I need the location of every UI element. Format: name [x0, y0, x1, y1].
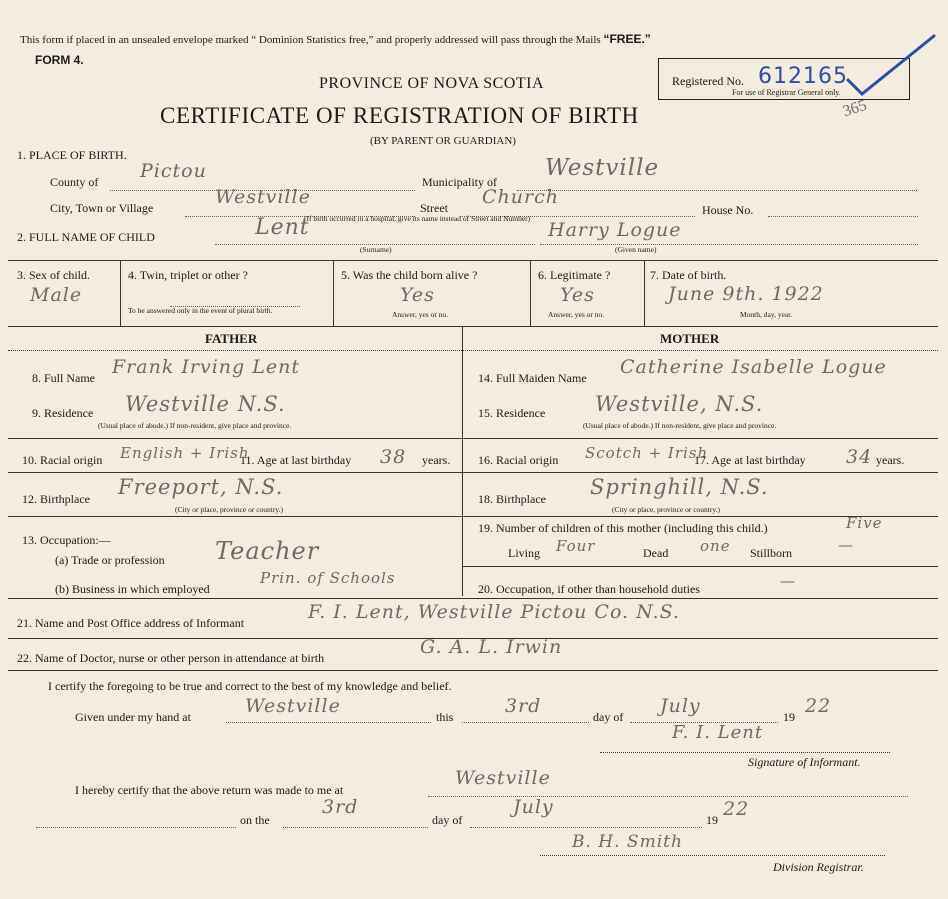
father-racial-value: English + Irish	[120, 444, 250, 462]
mother-racial-label: 16. Racial origin	[478, 453, 559, 467]
mother-birthplace-note: (City or place, province or country.)	[612, 505, 721, 514]
mother-birthplace-value: Springhill, N.S.	[590, 475, 769, 499]
certify-text: I certify the foregoing to be true and correct to the best of my knowledge and belief.	[48, 679, 452, 693]
mother-residence-label: 15. Residence	[478, 406, 546, 420]
given-year-prefix: 19	[783, 710, 795, 724]
father-birthplace-label: 12. Birthplace	[22, 492, 90, 506]
mother-name-value: Catherine Isabelle Logue	[620, 356, 887, 378]
street-value: Church	[482, 186, 559, 208]
father-racial-label: 10. Racial origin	[22, 453, 103, 467]
legitimate-value: Yes	[560, 284, 595, 306]
dob-value: June 9th. 1922	[668, 283, 824, 305]
city-label: City, Town or Village	[50, 201, 154, 215]
registered-number: 612165	[758, 64, 848, 89]
sex-label: 3. Sex of child.	[17, 268, 90, 282]
father-abode-note: (Usual place of abode.) If non-resident, give place and province.	[98, 421, 292, 430]
given-place-value: Westville	[245, 695, 341, 717]
day-of-label-2: day of	[432, 813, 463, 827]
registrar-use-note: For use of Registrar General only.	[732, 88, 841, 97]
this-label: this	[436, 710, 454, 724]
living-label: Living	[508, 546, 540, 560]
father-birthplace-value: Freeport, N.S.	[118, 475, 284, 499]
mother-residence-value: Westville, N.S.	[595, 392, 764, 416]
division-registrar-label: Division Registrar.	[773, 860, 864, 874]
on-the-label: on the	[240, 813, 270, 827]
given-year-value: 22	[805, 695, 832, 717]
father-name-label: 8. Full Name	[32, 371, 95, 385]
municipality-label: Municipality of	[422, 175, 497, 189]
mother-age-label: 17. Age at last birthday	[694, 453, 806, 467]
given-under-label: Given under my hand at	[75, 710, 191, 724]
trade-label: (a) Trade or profession	[55, 553, 165, 567]
children-count-label: 19. Number of children of this mother (including this child.)	[478, 521, 768, 535]
father-age-value: 38	[380, 446, 407, 468]
mother-racial-value: Scotch + Irish	[585, 444, 709, 462]
informant-signature: F. I. Lent	[672, 722, 764, 743]
informant-label: 21. Name and Post Office address of Informant	[17, 616, 245, 630]
born-alive-note: Answer, yes or no.	[392, 310, 449, 319]
given-day-value: 3rd	[505, 695, 542, 717]
dob-label: 7. Date of birth.	[650, 268, 727, 282]
registrar-year-prefix: 19	[706, 813, 718, 827]
mother-heading: MOTHER	[660, 331, 720, 346]
father-heading: FATHER	[205, 331, 258, 346]
born-alive-label: 5. Was the child born alive ?	[341, 268, 478, 282]
informant-value: F. I. Lent, Westville Pictou Co. N.S.	[308, 601, 680, 623]
twin-note: To be answered only in the event of plural birth.	[128, 306, 273, 315]
mother-occupation-value: —	[780, 572, 796, 590]
place-of-birth-label: 1. PLACE OF BIRTH.	[17, 148, 127, 162]
registrar-signature: B. H. Smith	[572, 832, 683, 852]
dob-note: Month, day, year.	[740, 310, 793, 319]
mother-birthplace-label: 18. Birthplace	[478, 492, 546, 506]
registrar-day-value: 3rd	[322, 796, 359, 818]
born-alive-value: Yes	[400, 284, 435, 306]
surname-caption: (Surname)	[360, 245, 392, 254]
form-number: FORM 4.	[35, 53, 84, 67]
given-month-value: July	[660, 695, 701, 717]
occupation-label: 13. Occupation:—	[22, 533, 111, 547]
doctor-label: 22. Name of Doctor, nurse or other person in attendance at birth	[17, 651, 325, 665]
father-residence-value: Westville N.S.	[125, 392, 286, 416]
given-name-value: Harry Logue	[548, 219, 682, 241]
free-label: “FREE.”	[603, 32, 651, 46]
margin-number: 365	[840, 96, 869, 121]
page-subtitle: (BY PARENT OR GUARDIAN)	[370, 135, 516, 147]
county-value: Pictou	[140, 160, 207, 182]
street-label: Street	[420, 201, 448, 215]
checkmark-icon	[840, 30, 940, 100]
surname-value: Lent	[255, 215, 310, 240]
legitimate-label: 6. Legitimate ?	[538, 268, 611, 282]
mother-years-label: years.	[876, 453, 905, 467]
registrar-place-value: Westville	[455, 767, 551, 789]
living-value: Four	[556, 537, 596, 555]
registrar-year-value: 22	[723, 798, 750, 820]
dead-label: Dead	[643, 546, 669, 560]
city-value: Westville	[215, 186, 311, 208]
hospital-note: (If birth occurred in a hospital, give its name instead of Street and Number)	[304, 214, 531, 223]
day-of-label: day of	[593, 710, 624, 724]
postal-notice-text: This form if placed in an unsealed envelope marked “ Dominion Statistics free,” and properly addressed will pass through the Mails	[20, 34, 601, 46]
given-name-caption: (Given name)	[615, 245, 657, 254]
house-no-label: House No.	[702, 203, 754, 217]
municipality-value: Westville	[545, 155, 660, 181]
hereby-label: I hereby certify that the above return was made to me at	[75, 783, 344, 797]
business-value: Prin. of Schools	[260, 569, 396, 587]
father-years-label: years.	[422, 453, 451, 467]
children-count-value: Five	[846, 514, 883, 532]
county-label: County of	[50, 175, 99, 189]
postal-notice	[20, 32, 651, 46]
dead-value: one	[700, 537, 731, 555]
registered-label: Registered No.	[672, 74, 744, 88]
twin-label: 4. Twin, triplet or other ?	[128, 268, 248, 282]
mother-occupation-label: 20. Occupation, if other than household duties	[478, 582, 700, 596]
business-label: (b) Business in which employed	[55, 582, 210, 596]
page-title: CERTIFICATE OF REGISTRATION OF BIRTH	[160, 103, 639, 128]
full-name-label: 2. FULL NAME OF CHILD	[17, 230, 155, 244]
father-age-label: 11. Age at last birthday	[240, 453, 352, 467]
registrar-month-value: July	[513, 796, 554, 818]
father-name-value: Frank Irving Lent	[112, 356, 300, 378]
father-residence-label: 9. Residence	[32, 406, 94, 420]
sex-value: Male	[30, 284, 83, 306]
stillborn-label: Stillborn	[750, 546, 793, 560]
mother-name-label: 14. Full Maiden Name	[478, 371, 587, 385]
doctor-value: G. A. L. Irwin	[420, 636, 563, 658]
mother-age-value: 34	[846, 446, 873, 468]
legitimate-note: Answer, yes or no.	[548, 310, 605, 319]
province-heading: PROVINCE OF NOVA SCOTIA	[319, 75, 545, 92]
trade-value: Teacher	[215, 537, 320, 565]
stillborn-value: —	[838, 536, 854, 554]
father-birthplace-note: (City or place, province or country.)	[175, 505, 284, 514]
signature-informant-label: Signature of Informant.	[748, 755, 861, 769]
mother-abode-note: (Usual place of abode.) If non-resident, give place and province.	[583, 421, 777, 430]
